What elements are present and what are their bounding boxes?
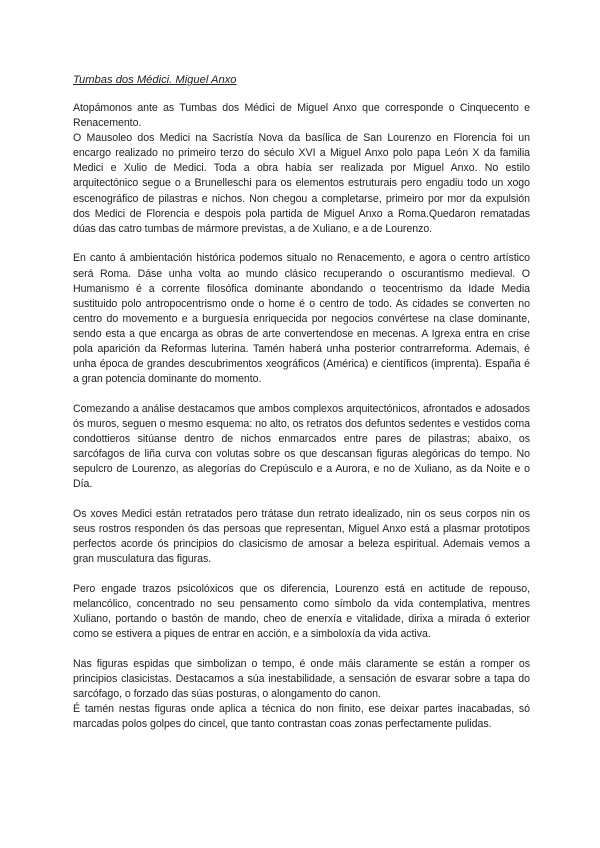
paragraph-psychological-traits: Pero engade trazos psicolóxicos que os diferencia, Lourenzo está en actitude de repouso, melancólico, concentrado no seu pensamento como símbolo da vida contemplativa, mentres Xuliano, portando o bastón de mando, cheo de enerxía e vitalidade, dirixa a mirada ó exterior como se estivera a piques de entrar en acción, e a simboloxía da vida activa.	[73, 583, 530, 641]
paragraph-intro: Atopámonos ante as Tumbas dos Médici de Miguel Anxo que corresponde o Cinquecento e Renacemento.	[73, 102, 530, 130]
paragraph-analysis: Comezando a análise destacamos que ambos complexos arquitectónicos, afrontados e adosados ós muros, seguen o mesmo esquema: no alto, os retratos dos defuntos sedentes e vestidos coma condottieros sitúanse dentro de nichos enmarcados entre pares de pilastras; abaixo, os sarcófagos de liña curva con volutas sobre os que descansan figuras alegóricas do tempo. No sepulcro de Lourenzo, as alegorías do Crepúsculo e a Aurora, e no de Xuliano, as da Noite e o Día.	[73, 402, 530, 491]
document-title: Tumbas dos Médici. Miguel Anxo	[73, 74, 237, 86]
paragraph-portraits: Os xoves Medici están retratados pero trátase dun retrato idealizado, nin os seus corpos nin os seus rostros responden ós das persoas que representan, Miguel Anxo está a plasmar prototipos perfectos acorde ós principios do clasicismo de amosar a beleza espiritual. Ademais vemos a gran musculatura das figuras.	[73, 508, 530, 566]
paragraph-historical-context: En canto á ambientación histórica podemos situalo no Renacemento, e agora o centro artístico será Roma. Dáse unha volta ao mundo clásico recuperando o oscurantismo medieval. O Humanismo é a corrente filosófica dominante abondando o teocentrismo da Idade Media sustituido polo antropocentrismo onde o home é o centro de todo. As cidades se converten no centro do movemento e a burguesía enriquecida por negocios convértese na clase dominante, sendo esta a que encarga as obras de arte convertendose en mecenas. A Igrexa entra en crise pola aparición da Reformas luterina. Tamén haberá unha posterior contrarreforma. Ademais, é unha época de grandes descubrimentos xeográficos (América) e científicos (imprenta). España é a gran potencia dominante do momento.	[73, 252, 530, 386]
document-page	[73, 73, 530, 747]
paragraph-mausoleum: O Mausoleo dos Medici na Sacristía Nova da basílica de San Lourenzo en Florencia foi un encargo realizado no primeiro terzo do século XVI a Miguel Anxo polo papa León X da familia Medici e Xulio de Medici. Toda a obra había ser realizada por Miguel Anxo. No estilo arquitectónico segue o a Brunelleschi para os elementos estruturais pero engadiu todo un xogo escenográfico de pilastras e nichos. Non chegou a completarse, primeiro por mor da expulsión dos Medici de Florencia e despois pola partida de Miguel Anxo a Roma.Quedaron rematadas dúas das catro tumbas de mármore previstas, a de Xuliano, e a de Lourenzo.	[73, 132, 530, 235]
paragraph-non-finito: É tamén nestas figuras onde aplica a técnica do non finito, ese deixar partes inacabadas, só marcadas polos golpes do cincel, que tanto contrastan coas zonas perfectamente pulidas.	[73, 703, 530, 731]
paragraph-nude-figures: Nas figuras espidas que simbolizan o tempo, é onde máis claramente se están a romper os principios clasicistas. Destacamos a súa inestabilidade, a sensación de esvarar sobre a tapa do sarcófago, o forzado das súas posturas, o alongamento do canon.	[73, 657, 530, 701]
